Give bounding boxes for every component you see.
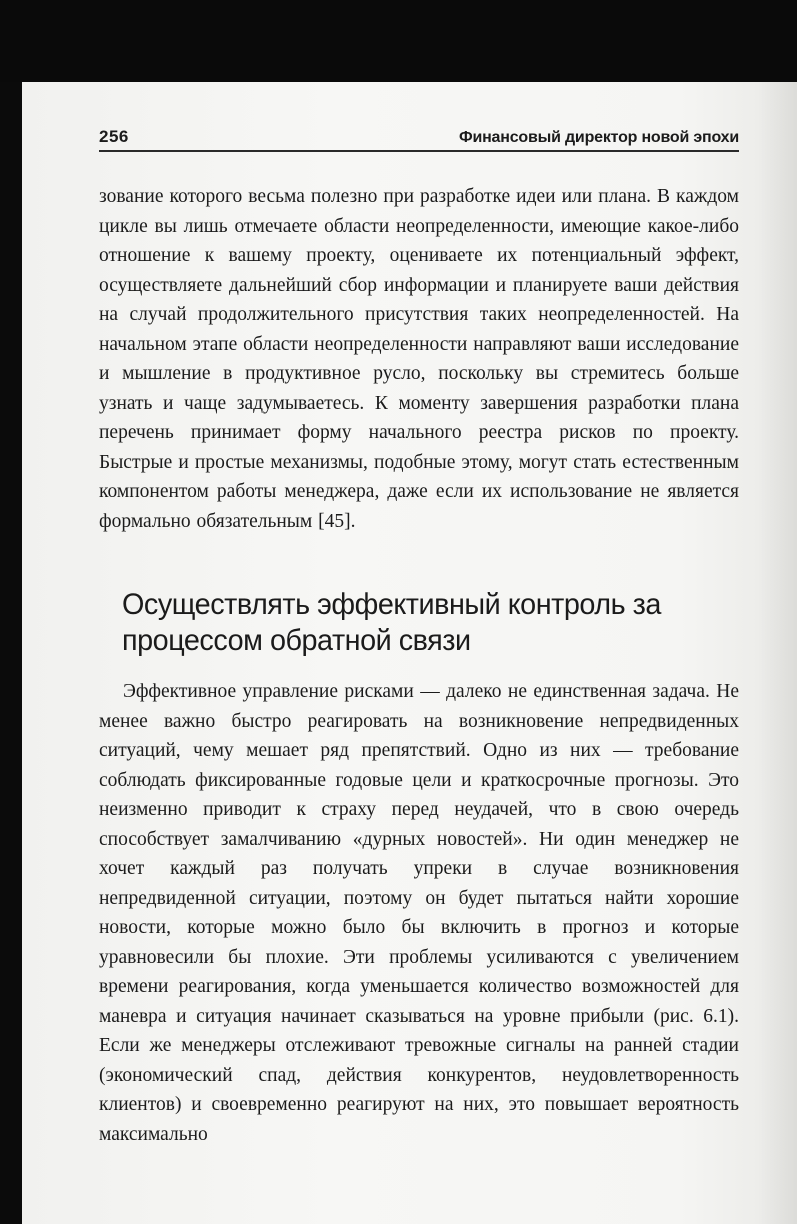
page-edge-shadow: [757, 82, 797, 1224]
book-title: Финансовый директор новой эпохи: [459, 129, 739, 146]
paragraph-section: Эффективное управление рисками — далеко не единственная задача. Не менее важно быстро реагировать на возникновение непредвиденных ситуаций, чему мешает ряд препятствий. Одно из них — требование соблюдать фиксированные годовые цели и краткосрочные прогнозы. Это неизменно приводит к страху перед неудачей, что в свою очередь способствует замалчиванию «дурных новостей». Ни один менеджер не хочет каждый раз получать упреки в случае возникновения непредвиденной ситуации, поэтому он будет пытаться найти хорошие новости, которые можно было бы включить в прогноз и которые уравновесили бы плохие. Эти проблемы усиливаются с увеличением времени реагирования, когда уменьшается количество возможностей для маневра и ситуация начинает сказываться на уровне прибыли (рис. 6.1). Если же менеджеры отслеживают тревожные сигналы на ранней стадии (экономический спад, действия конкурентов, неудовлетворенность клиентов) и своевременно реагируют на них, это повышает вероятность максимально: [99, 681, 739, 1145]
scan-border: [0, 0, 797, 82]
running-head: [99, 124, 739, 152]
book-page: [22, 82, 797, 1224]
section-heading: Осуществлять эффективный контроль за процессом обратной связи: [122, 588, 661, 657]
paragraph-continued: зование которого весьма полезно при разработке идеи или плана. В каждом цикле вы лишь отмечаете области неопределенности, имеющие какое-либо отношение к вашему проекту, оцениваете их потенциальный эффект, осуществляете дальнейший сбор информации и планируете ваши действия на случай продолжительного присутствия таких неопределенностей. На начальном этапе области неопределенности направляют ваши исследование и мышление в продуктивное русло, поскольку вы стремитесь больше узнать и чаще задумываетесь. К моменту завершения разработки плана перечень принимает форму начального реестра рисков по проекту. Быстрые и простые механизмы, подобные этому, могут стать естественным компонентом работы менеджера, даже если их использование не является формально обязательным [45].: [99, 186, 739, 532]
page-number: 256: [99, 127, 129, 146]
